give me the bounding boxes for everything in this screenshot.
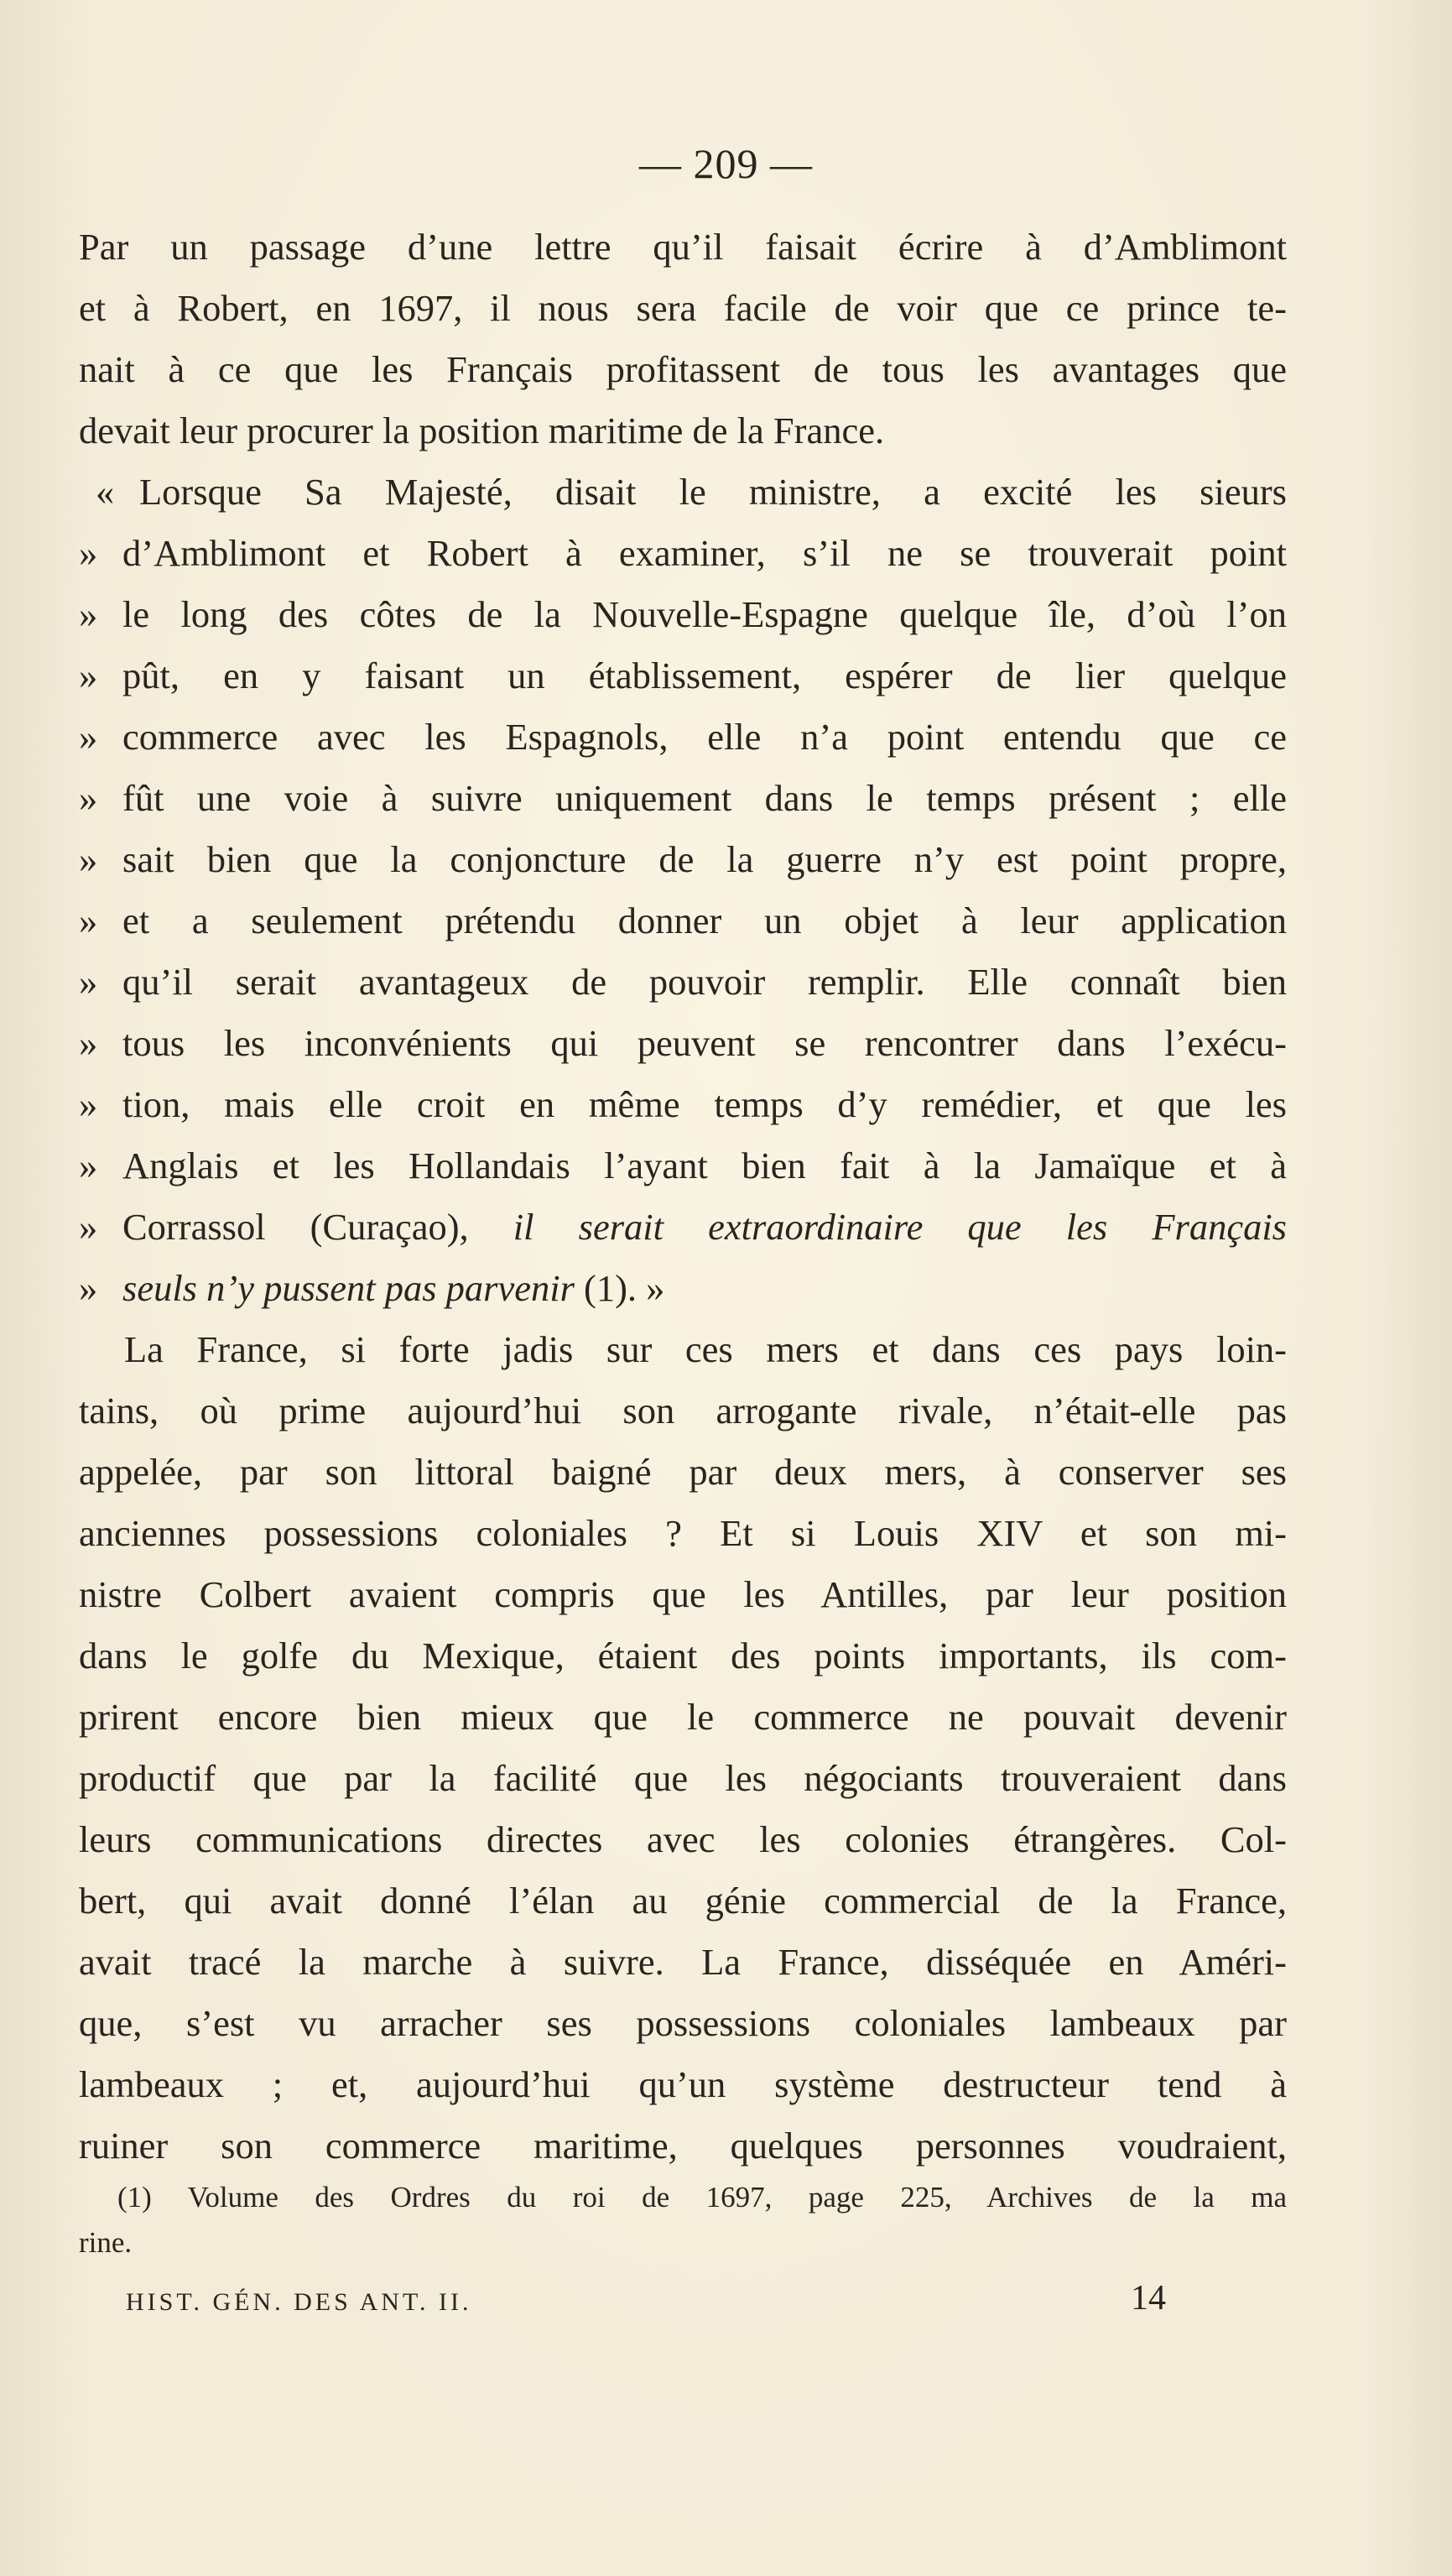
quote-mark: » [79, 532, 98, 574]
quote-mark: » [79, 654, 98, 696]
quote-line [79, 707, 1287, 768]
page-number: — 209 — [639, 140, 813, 187]
paragraph-line: ruiner son commerce maritime, quelques personnes voudraient, [79, 2125, 1287, 2167]
paragraph-line: dans le golfe du Mexique, étaient des points importants, ils com- [79, 1635, 1287, 1676]
quote-mark: » [79, 838, 98, 880]
quote-text [122, 1197, 1287, 1258]
quote-mark: » [79, 961, 98, 1003]
quote-text: Anglais et les Hollandais l’ayant bien fait à la Jamaïque et à [122, 1145, 1287, 1186]
quote-line [79, 1013, 1287, 1074]
quote-mark: » [79, 1267, 98, 1309]
quote-text: le long des côtes de la Nouvelle-Espagne quelque île, d’où l’on [122, 593, 1287, 635]
quote-mark: » [79, 593, 98, 635]
quote-line [79, 768, 1287, 829]
quote-text: fût une voie à suivre uniquement dans le temps présent ; elle [122, 777, 1287, 819]
quote-line [79, 523, 1287, 584]
paragraph-line: leurs communications directes avec les colonies étrangères. Col- [79, 1818, 1287, 1860]
footnote-line: rine. [79, 2226, 133, 2259]
quote-text: et a seulement prétendu donner un objet à leur application [122, 900, 1287, 941]
quote-line [79, 1258, 1287, 1319]
paragraph-line: productif que par la facilité que les négociants trouveraient dans [79, 1757, 1287, 1799]
paragraph-line: tains, où prime aujourd’hui son arrogante rivale, n’était-elle pas [79, 1390, 1287, 1431]
quote-plain-text: Corrassol (Curaçao), [122, 1206, 469, 1248]
main-text [79, 216, 1287, 2177]
paragraph-line: lambeaux ; et, aujourd’hui qu’un système destructeur tend à [79, 2063, 1287, 2105]
signature-title: HIST. GÉN. DES ANT. II. [126, 2288, 472, 2316]
signature-number: 14 [1131, 2279, 1166, 2318]
quote-line [79, 645, 1287, 707]
quote-text: d’Amblimont et Robert à examiner, s’il ne se trouverait point [122, 532, 1287, 574]
paragraph-line: nait à ce que les Français profitassent de tous les avantages que [79, 348, 1287, 390]
quote-mark: » [79, 900, 98, 941]
paragraph-line: nistre Colbert avaient compris que les Antilles, par leur position [79, 1573, 1287, 1615]
quote-mark: » [79, 1145, 98, 1186]
quote-text: tion, mais elle croit en même temps d’y remédier, et que les [122, 1083, 1287, 1125]
quote-text: sait bien que la conjoncture de la guerre n’y est point propre, [122, 838, 1287, 880]
quote-text: Lorsque Sa Majesté, disait le ministre, a excité les sieurs [139, 471, 1287, 513]
paragraph-line: anciennes possessions coloniales ? Et si Louis XIV et son mi- [79, 1512, 1287, 1554]
quote-line [79, 584, 1287, 645]
paragraph-line: La France, si forte jadis sur ces mers et dans ces pays loin- [124, 1328, 1287, 1370]
paragraph-line: bert, qui avait donné l’élan au génie commercial de la France, [79, 1880, 1287, 1922]
quote-line [79, 1135, 1287, 1197]
quote-mark: » [79, 1022, 98, 1064]
quote-mark: » [79, 716, 98, 758]
signature-row [126, 2279, 1166, 2318]
quote-line [79, 461, 1287, 523]
paragraph-line: et à Robert, en 1697, il nous sera facile de voir que ce prince te- [79, 287, 1287, 329]
paragraph-line: avait tracé la marche à suivre. La France, disséquée en Améri- [79, 1941, 1287, 1983]
quote-text: pût, en y faisant un établissement, espérer de lier quelque [122, 654, 1287, 696]
quote-text: qu’il serait avantageux de pouvoir remplir. Elle connaît bien [122, 961, 1287, 1003]
paragraph-line: Par un passage d’une lettre qu’il faisait écrire à d’Amblimont [79, 226, 1287, 268]
quote-line [79, 829, 1287, 890]
quote-text: tous les inconvénients qui peuvent se rencontrer dans l’exécu- [122, 1022, 1287, 1064]
quote-line [79, 952, 1287, 1013]
quote-mark: » [79, 1206, 98, 1248]
quote-line [79, 890, 1287, 952]
footnote [79, 2175, 1287, 2266]
paragraph-line: devait leur procurer la position maritime de la France. [79, 409, 885, 451]
paragraph-line: que, s’est vu arracher ses possessions coloniales lambeaux par [79, 2002, 1287, 2044]
quote-line [79, 1074, 1287, 1135]
footnote-ref-and-close: (1). » [584, 1267, 665, 1309]
paragraph-line: prirent encore bien mieux que le commerce ne pouvait devenir [79, 1696, 1287, 1738]
quote-italic-text: il serait extraordinaire que les Français [513, 1206, 1288, 1248]
quote-mark: » [79, 777, 98, 819]
quote-text [122, 1258, 1287, 1319]
footnote-line: (1) Volume des Ordres du roi de 1697, page 225, Archives de la ma [117, 2181, 1287, 2214]
paragraph-line: appelée, par son littoral baigné par deux mers, à conserver ses [79, 1451, 1287, 1493]
quote-line [79, 1197, 1287, 1258]
quote-mark: » [79, 1083, 98, 1125]
quote-text: commerce avec les Espagnols, elle n’a point entendu que ce [122, 716, 1287, 758]
quote-italic-text: seuls n’y pussent pas parvenir [122, 1267, 575, 1309]
quote-open-mark: « [96, 471, 115, 513]
